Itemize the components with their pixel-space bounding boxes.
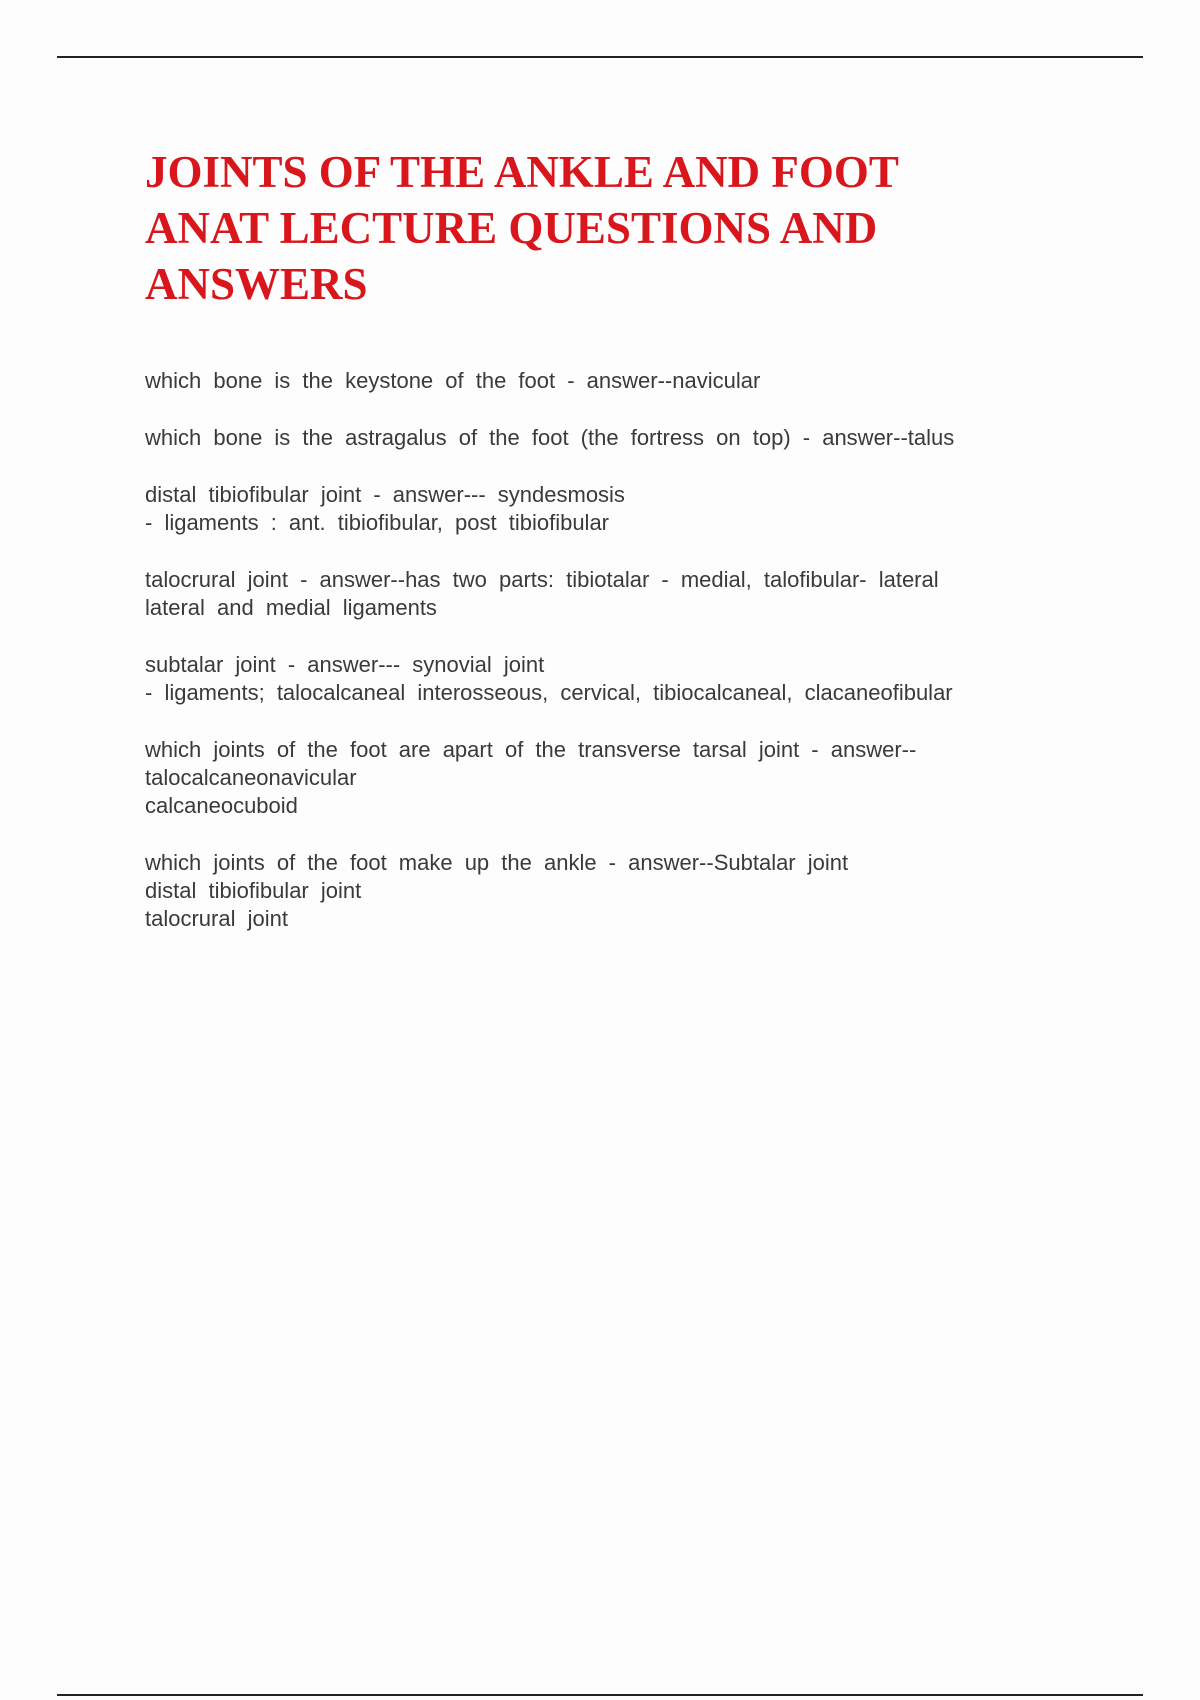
qa-line: distal tibiofibular joint - answer--- syndesmosis (145, 482, 625, 507)
qa-line: talocrural joint (145, 906, 288, 931)
qa-line: subtalar joint - answer--- synovial joint (145, 652, 545, 677)
qa-line: which bone is the keystone of the foot - answer--navicular (145, 368, 761, 393)
qa-line: - ligaments : ant. tibiofibular, post tibiofibular (145, 510, 610, 535)
document-title (145, 144, 1045, 312)
qa-line: talocrural joint - answer--has two parts: tibiotalar - medial, talofibular- lateral (145, 567, 939, 592)
qa-line: talocalcaneonavicular (145, 765, 357, 790)
bottom-rule (57, 1694, 1143, 1696)
qa-item-transverse-tarsal (145, 736, 1045, 820)
qa-item-talocrural (145, 566, 1045, 622)
qa-line: which joints of the foot make up the ankle - answer--Subtalar joint (145, 850, 849, 875)
qa-list (145, 367, 1045, 962)
qa-line: distal tibiofibular joint (145, 878, 362, 903)
qa-line: - ligaments; talocalcaneal interosseous, cervical, tibiocalcaneal, clacaneofibular (145, 680, 953, 705)
title-line: ANAT LECTURE QUESTIONS AND (145, 203, 878, 253)
qa-line: calcaneocuboid (145, 793, 298, 818)
qa-line: lateral and medial ligaments (145, 595, 437, 620)
qa-line: which joints of the foot are apart of the transverse tarsal joint - answer-- (145, 737, 917, 762)
title-line: ANSWERS (145, 259, 368, 309)
qa-item-subtalar (145, 651, 1045, 707)
qa-item-ankle (145, 849, 1045, 933)
qa-item-astragalus (145, 424, 1045, 452)
top-rule (57, 56, 1143, 58)
qa-line: which bone is the astragalus of the foot (the fortress on top) - answer--talus (145, 425, 955, 450)
title-line: JOINTS OF THE ANKLE AND FOOT (145, 147, 899, 197)
qa-item-distal-tibiofibular (145, 481, 1045, 537)
qa-item-keystone (145, 367, 1045, 395)
